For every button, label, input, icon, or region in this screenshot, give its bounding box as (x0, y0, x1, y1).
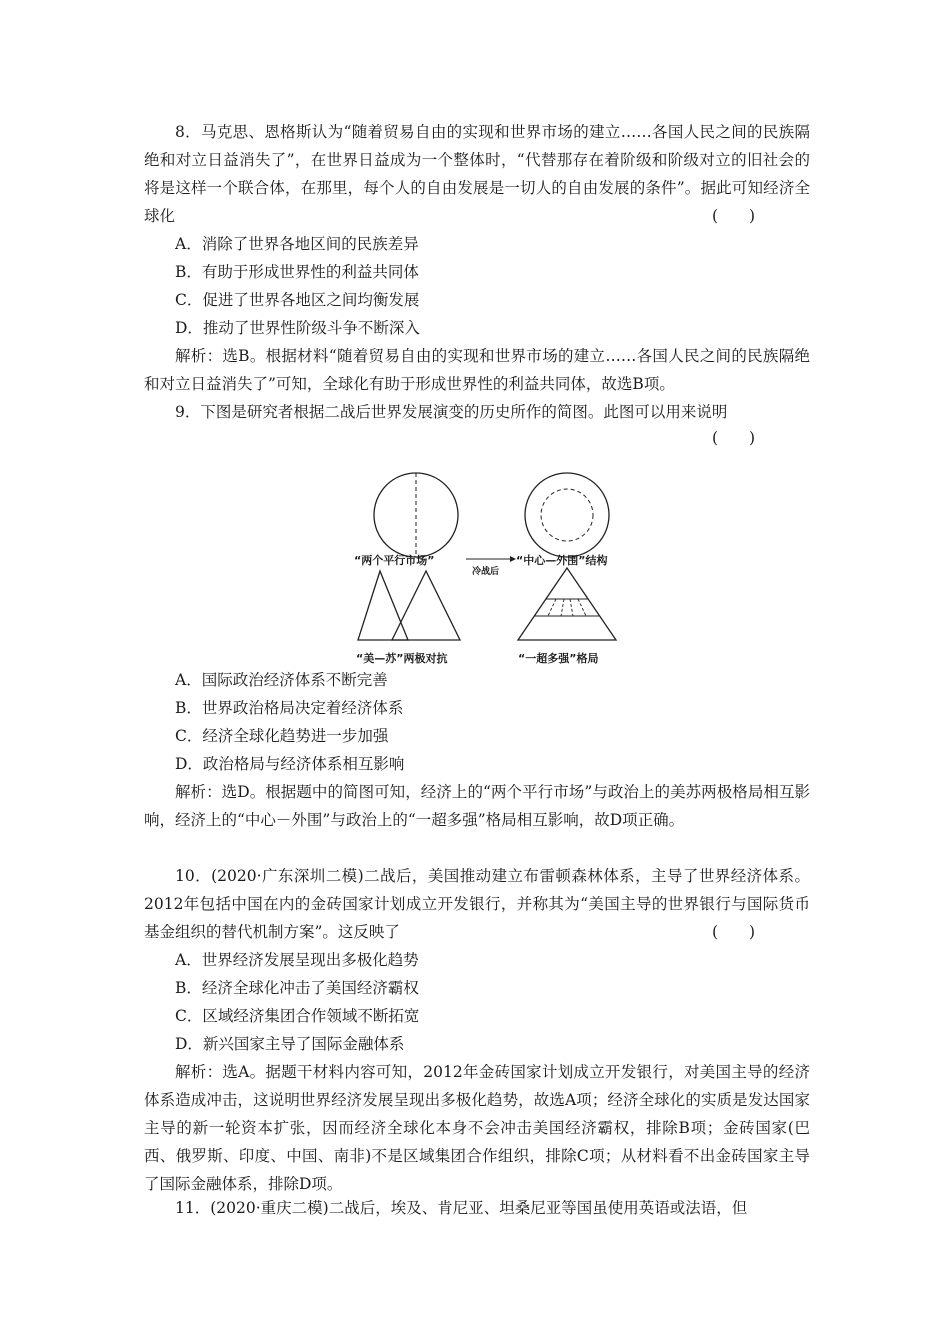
q8-answer-bracket: ( ) (712, 207, 756, 225)
soviet-triangle (392, 571, 460, 640)
label-center-periphery: “中心—外围”结构 (516, 554, 608, 567)
q10-answer-bracket: ( ) (712, 923, 756, 941)
pyramid-dash-1 (548, 599, 556, 616)
q10-option-d: D．新兴国家主导了国际金融体系 (175, 1035, 405, 1053)
q8-option-c: C．促进了世界各地区之间均衡发展 (175, 291, 420, 309)
q9-analysis: 解析：选D。根据题中的简图可知，经济上的“两个平行市场”与政治上的美苏两极格局相互影响，经济上的“中心－外围”与政治上的“一超多强”格局相互影响，故D项正确。 (144, 783, 810, 829)
q9-option-a: A．国际政治经济体系不断完善 (175, 671, 388, 689)
q11-stem: 11．(2020·重庆二模)二战后，埃及、肯尼亚、坦桑尼亚等国虽使用英语或法语，但 (175, 1199, 748, 1217)
q9-stem: 9．下图是研究者根据二战后世界发展演变的历史所作的简图。此图可以用来说明 (175, 403, 728, 421)
label-us-soviet: “美—苏”两极对抗 (356, 652, 448, 665)
q10-option-b: B．经济全球化冲击了美国经济霸权 (175, 979, 419, 997)
pyramid-dash-2 (561, 599, 564, 616)
pyramid-dash-4 (578, 599, 586, 616)
q9-option-d: D．政治格局与经济体系相互影响 (175, 755, 405, 773)
pyramid-dash-3 (570, 599, 573, 616)
q8-analysis: 解析：选B。根据材料“随着贸易自由的实现和世界市场的建立……各国人民之间的民族隔绝和对立日益消失了”可知，全球化有助于形成世界性的利益共同体，故选B项。 (144, 347, 810, 393)
q9-option-c: C．经济全球化趋势进一步加强 (175, 727, 389, 745)
q10-analysis: 解析：选A。据题干材料内容可知，2012年金砖国家计划成立开发银行，对美国主导的经济体系造成冲击，这说明世界经济发展呈现出多极化趋势，故选A项；经济全球化的实质是发达国家主导的新一轮资本扩张，因而经济全球化本身不会冲击美国经济霸权，排除B项；金砖国家(巴西、俄罗斯、印度、中国、南非)不是区域集团合作组织，排除C项；从材料看不出金砖国家主导了国际金融体系，排除D项。 (144, 1063, 810, 1193)
q9-option-b: B．世界政治格局决定着经济体系 (175, 699, 404, 717)
q8-option-a: A．消除了世界各地区间的民族差异 (175, 235, 419, 253)
q10-stem: 10．(2020·广东深圳二模)二战后，美国推动建立布雷顿森林体系，主导了世界经济体系。2012年包括中国在内的金砖国家计划成立开发银行，并称其为“美国主导的世界银行与国际货币基金组织的替代机制方案”。这反映了 (144, 867, 810, 941)
q9-answer-bracket: ( ) (712, 429, 756, 447)
q8-option-d: D．推动了世界性阶级斗争不断深入 (175, 319, 420, 337)
pyramid (518, 568, 616, 640)
q9-diagram (348, 458, 618, 670)
us-triangle (358, 571, 408, 640)
q10-option-c: C．区域经济集团合作领域不断拓宽 (175, 1007, 420, 1025)
q10-option-a: A．世界经济发展呈现出多极化趋势 (175, 951, 419, 969)
label-one-super: “一超多强”格局 (518, 652, 599, 665)
q8-stem: 8．马克思、恩格斯认为“随着贸易自由的实现和世界市场的建立……各国人民之间的民族隔绝和对立日益消失了”，在世界日益成为一个整体时，“代替那存在着阶级和阶级对立的旧社会的将是这样一个联合体，在那里，每个人的自由发展是一切人的自由发展的条件”。据此可知经济全球化 (144, 123, 810, 225)
label-two-markets: “两个平行市场” (354, 554, 435, 567)
center-periphery-inner-circle (541, 489, 593, 541)
center-periphery-circle (525, 473, 609, 557)
q8-option-b: B．有助于形成世界性的利益共同体 (175, 263, 419, 281)
label-cold-war: 冷战后 (472, 567, 500, 577)
